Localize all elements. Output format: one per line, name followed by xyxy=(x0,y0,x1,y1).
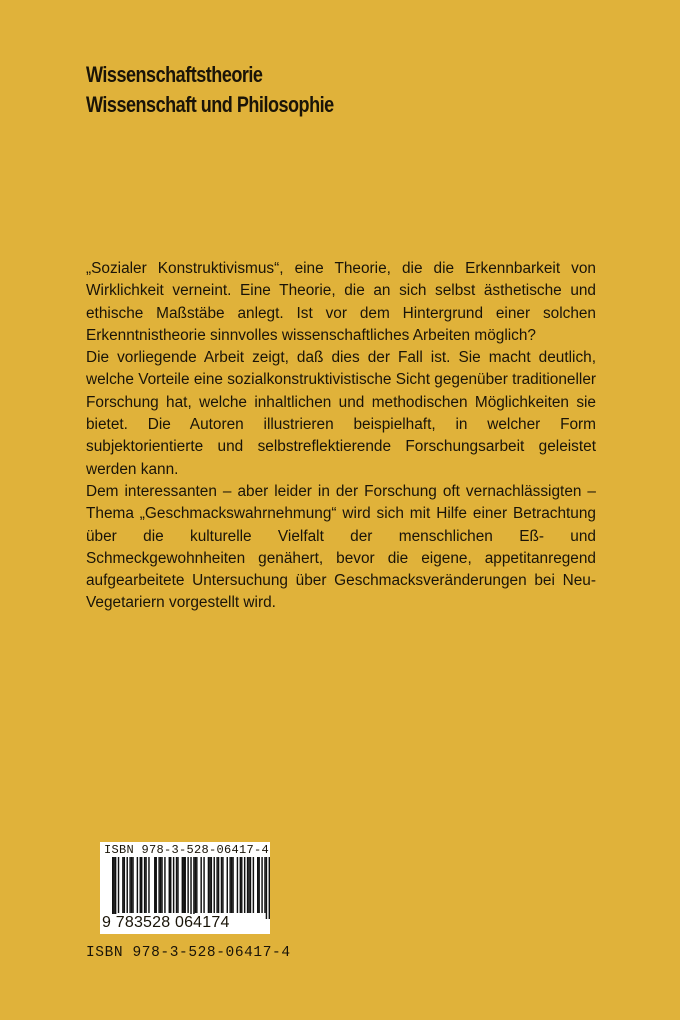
barcode-bar xyxy=(169,857,170,913)
barcode-bar xyxy=(231,857,232,913)
barcode-bar xyxy=(118,857,119,913)
barcode-isbn-text: ISBN 978-3-528-06417-4 xyxy=(104,843,270,857)
barcode-bar xyxy=(258,857,259,913)
barcode-bar xyxy=(222,857,223,913)
barcode-bar xyxy=(250,857,251,913)
barcode-bar xyxy=(227,857,228,913)
barcode-bar xyxy=(164,857,165,913)
barcode-bar xyxy=(196,857,197,913)
barcode-bar xyxy=(140,857,141,913)
barcode-bar xyxy=(216,857,217,913)
barcode-bar xyxy=(173,857,174,913)
barcode-bar xyxy=(209,857,210,913)
barcode-bar xyxy=(185,857,186,913)
barcode-bar xyxy=(148,857,149,913)
barcode-bar xyxy=(177,857,178,913)
series-title xyxy=(86,60,334,120)
barcode-bar xyxy=(200,857,201,913)
barcode-bar xyxy=(127,857,128,913)
barcode-bar xyxy=(193,857,194,919)
barcode-bar xyxy=(160,857,161,913)
barcode-bar xyxy=(269,857,270,919)
barcode-bar xyxy=(203,857,204,913)
barcode-bar xyxy=(158,857,159,913)
barcode-bar xyxy=(240,857,241,913)
barcode-bar xyxy=(122,857,123,913)
barcode-bar xyxy=(232,857,233,913)
barcode-bar xyxy=(124,857,125,913)
barcode-bar xyxy=(229,857,230,913)
barcode-bar xyxy=(221,857,222,913)
barcode-bar xyxy=(248,857,249,913)
barcode-bar xyxy=(141,857,142,913)
isbn-footer: ISBN 978-3-528-06417-4 xyxy=(86,945,291,961)
barcode-bar xyxy=(113,857,114,919)
barcode-bar xyxy=(247,857,248,913)
series-title-line2: Wissenschaft und Philosophie xyxy=(86,92,334,117)
barcode-bar xyxy=(264,857,265,913)
barcode-bar xyxy=(131,857,132,913)
barcode-bar xyxy=(266,857,267,919)
barcode-bar xyxy=(261,857,262,913)
blurb-paragraph: Dem interessanten – aber leider in der Forschung oft vernachlässigten – Thema „Geschmackswahrnehmung“ wird sich mit Hilfe einer Betrachtung über die kulturelle Vielfalt der menschlichen Eß- und Schmeckgewohnheiten genähert, bevor die eigene, appetitanregend aufgearbeitete Untersuchung über Geschmacksveränderungen bei Neu-Vegetariern vorgestellt wird. xyxy=(86,482,596,612)
barcode-bar xyxy=(154,857,155,913)
barcode-bar xyxy=(237,857,238,913)
barcode-bar xyxy=(244,857,245,913)
barcode-bar xyxy=(112,857,113,919)
series-title-line1: Wissenschaftstheorie xyxy=(86,62,263,87)
barcode-bar xyxy=(132,857,133,913)
barcode-bar xyxy=(195,857,196,913)
barcode-bar xyxy=(183,857,184,913)
blurb-paragraph: „Sozialer Konstruktivismus“, eine Theorie, die die Erkennbarkeit von Wirklichkeit verneint. Eine Theorie, die an sich selbst ästhetische und ethische Maßstäbe anlegt. Ist vor dem Hintergrund einer solchen Erkenntnistheorie sinnvolles wissenschaftliches Arbeiten möglich? xyxy=(86,260,596,344)
barcode-label xyxy=(100,842,270,934)
barcode-bar xyxy=(115,857,116,919)
barcode-bar xyxy=(214,857,215,913)
barcode-bar xyxy=(190,857,191,919)
barcode-bar xyxy=(144,857,145,913)
barcode-bar xyxy=(241,857,242,913)
barcode-bar xyxy=(208,857,209,913)
barcode-bar xyxy=(253,857,254,913)
barcode-bar xyxy=(170,857,171,913)
barcode-bar xyxy=(211,857,212,913)
barcode-bar xyxy=(176,857,177,913)
barcode-bar xyxy=(137,857,138,913)
barcode-digits: 9 783528 064174 xyxy=(102,914,230,931)
barcode-bar xyxy=(161,857,162,913)
blurb-paragraph: Die vorliegende Arbeit zeigt, daß dies der Fall ist. Sie macht deutlich, welche Vorteile eine sozialkonstruktivistische Sicht gegenüber traditioneller Forschung hat, welche inhaltlichen und methodischen Möglichkeiten sie bietet. Die Autoren illustrieren beispielhaft, in welcher Form subjektorientierte und selbstreflektierende Forschungsarbeit geleistet werden kann. xyxy=(86,349,596,478)
barcode-bar xyxy=(156,857,157,913)
barcode-bar xyxy=(257,857,258,913)
back-cover-blurb xyxy=(86,258,596,615)
barcode-bar xyxy=(145,857,146,913)
barcode-bar xyxy=(129,857,130,913)
barcode-bar xyxy=(182,857,183,913)
barcode-bar xyxy=(218,857,219,913)
barcode-bar xyxy=(187,857,188,913)
